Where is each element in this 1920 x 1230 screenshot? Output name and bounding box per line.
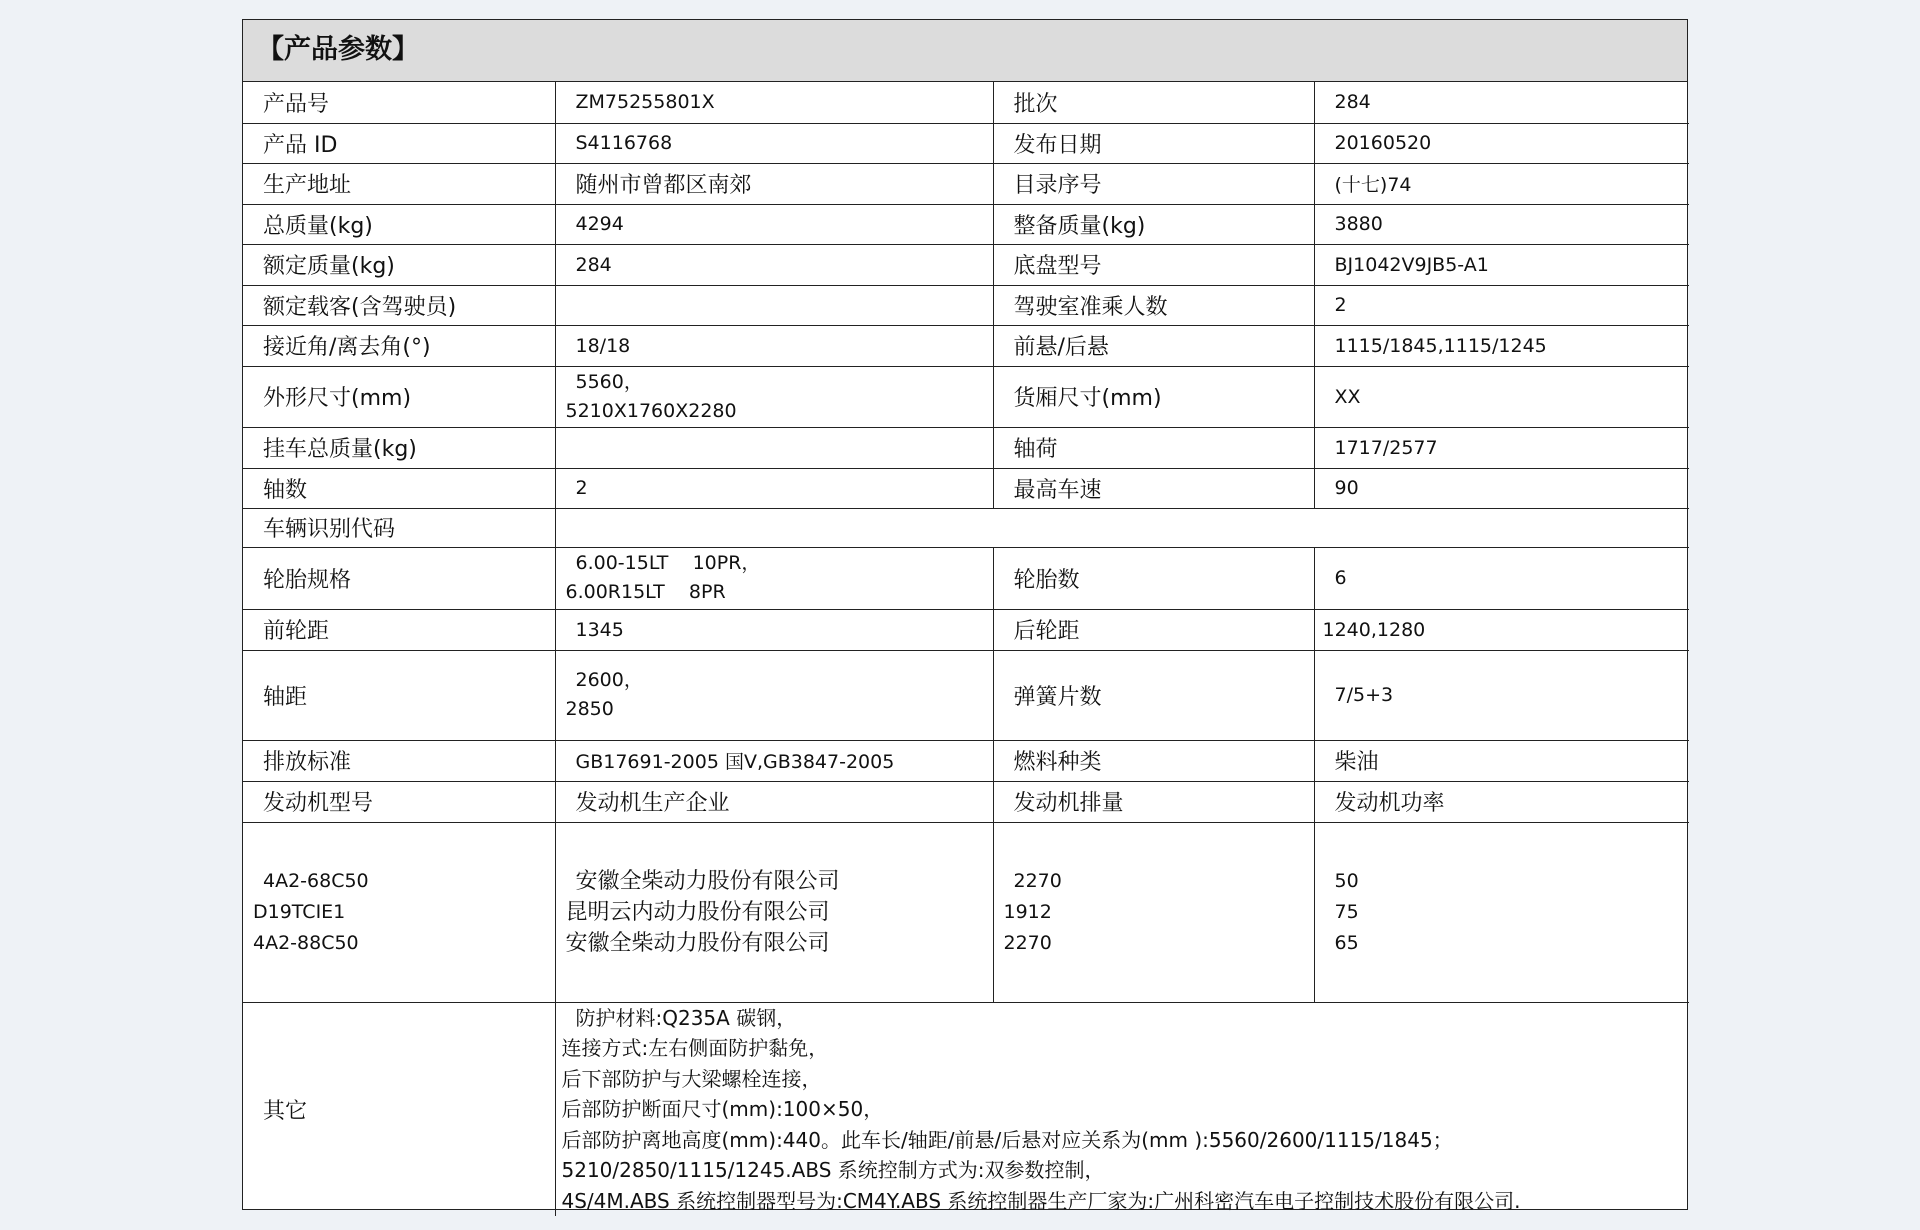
engine-power: 75 bbox=[1334, 900, 1359, 923]
label-catalog-no: 目录序号 bbox=[993, 163, 1314, 204]
value-tire-spec bbox=[555, 547, 993, 609]
label-rear-track: 后轮距 bbox=[993, 609, 1314, 650]
value-product-no: ZM75255801X bbox=[555, 82, 993, 123]
value-chassis-model: BJ1042V9JB5-A1 bbox=[1314, 244, 1689, 285]
label-chassis-model: 底盘型号 bbox=[993, 244, 1314, 285]
label-tire-spec: 轮胎规格 bbox=[243, 547, 555, 609]
label-release-date: 发布日期 bbox=[993, 123, 1314, 163]
table-row bbox=[243, 204, 1689, 244]
value-wheelbase bbox=[555, 650, 993, 740]
table-row bbox=[243, 822, 1689, 1002]
table-row bbox=[243, 366, 1689, 427]
table-row bbox=[243, 244, 1689, 285]
tire-spec-line-1: 6.00-15LT 10PR， bbox=[575, 552, 761, 574]
label-batch: 批次 bbox=[993, 82, 1314, 123]
engine-header-maker: 发动机生产企业 bbox=[555, 781, 993, 822]
value-axle-load: 1717/2577 bbox=[1314, 427, 1689, 468]
value-catalog-no: (十七)74 bbox=[1314, 163, 1689, 204]
value-rated-passengers bbox=[555, 285, 993, 325]
engine-header-model: 发动机型号 bbox=[243, 781, 555, 822]
table-row bbox=[243, 468, 1689, 508]
label-other: 其它 bbox=[243, 1002, 555, 1216]
engine-model: 4A2-68C50 bbox=[263, 869, 369, 892]
wheelbase-line-1: 2600， bbox=[575, 669, 643, 691]
value-other bbox=[555, 1002, 1689, 1216]
other-line: 连接方式:左右侧面防护黏免， bbox=[561, 1036, 829, 1060]
engine-power: 50 bbox=[1334, 869, 1359, 892]
dimensions-line-1: 5560， bbox=[575, 370, 643, 393]
value-rated-mass: 284 bbox=[555, 244, 993, 285]
other-line: 后部防护断面尺寸(mm):100×50， bbox=[561, 1097, 884, 1121]
value-trailer-mass bbox=[555, 427, 993, 468]
label-product-no: 产品号 bbox=[243, 82, 555, 123]
parameters-table bbox=[243, 82, 1689, 1216]
engine-displacement: 2270 bbox=[1013, 869, 1062, 892]
engine-models bbox=[243, 822, 555, 1002]
engine-model: 4A2-88C50 bbox=[253, 931, 359, 954]
engine-makers bbox=[555, 822, 993, 1002]
value-dimensions bbox=[555, 366, 993, 427]
value-overhang: 1115/1845,1115/1245 bbox=[1314, 325, 1689, 366]
label-vin: 车辆识别代码 bbox=[243, 508, 555, 547]
table-row bbox=[243, 123, 1689, 163]
table-row bbox=[243, 163, 1689, 204]
other-line: 后下部防护与大梁螺栓连接， bbox=[561, 1066, 822, 1091]
table-row bbox=[243, 508, 1689, 547]
value-origin: 随州市曾都区南郊 bbox=[555, 163, 993, 204]
value-cab-seats: 2 bbox=[1314, 285, 1689, 325]
table-row bbox=[243, 1002, 1689, 1216]
table-row bbox=[243, 650, 1689, 740]
label-axles: 轴数 bbox=[243, 468, 555, 508]
engine-maker: 安徽全柴动力股份有限公司 bbox=[575, 868, 840, 894]
other-line: 后部防护离地高度(mm):440。此车长/轴距/前悬/后悬对应关系为(mm ):5560/2600/1115/1845； bbox=[561, 1127, 1453, 1152]
value-vin bbox=[555, 508, 1689, 547]
label-origin: 生产地址 bbox=[243, 163, 555, 204]
engine-maker: 安徽全柴动力股份有限公司 bbox=[565, 930, 830, 956]
label-dimensions: 外形尺寸(mm) bbox=[243, 366, 555, 427]
engine-displacements bbox=[993, 822, 1314, 1002]
table-row bbox=[243, 325, 1689, 366]
label-cab-seats: 驾驶室准乘人数 bbox=[993, 285, 1314, 325]
engine-displacement: 1912 bbox=[1003, 900, 1052, 923]
table-row bbox=[243, 547, 1689, 609]
engine-powers bbox=[1314, 822, 1689, 1002]
label-curb-mass: 整备质量(kg) bbox=[993, 204, 1314, 244]
table-row bbox=[243, 285, 1689, 325]
value-batch: 284 bbox=[1314, 82, 1689, 123]
product-parameters-sheet bbox=[242, 19, 1688, 1213]
value-front-track: 1345 bbox=[555, 609, 993, 650]
label-cargo-dims: 货厢尺寸(mm) bbox=[993, 366, 1314, 427]
table-row bbox=[243, 740, 1689, 781]
label-product-id: 产品 ID bbox=[243, 123, 555, 163]
label-leaf-springs: 弹簧片数 bbox=[993, 650, 1314, 740]
value-angles: 18/18 bbox=[555, 325, 993, 366]
engine-power: 65 bbox=[1334, 931, 1359, 954]
engine-header-displacement: 发动机排量 bbox=[993, 781, 1314, 822]
dimensions-line-2: 5210X1760X2280 bbox=[565, 399, 737, 422]
value-fuel: 柴油 bbox=[1314, 740, 1689, 781]
label-rated-mass: 额定质量(kg) bbox=[243, 244, 555, 285]
label-tire-count: 轮胎数 bbox=[993, 547, 1314, 609]
label-max-speed: 最高车速 bbox=[993, 468, 1314, 508]
label-wheelbase: 轴距 bbox=[243, 650, 555, 740]
label-front-track: 前轮距 bbox=[243, 609, 555, 650]
other-line: 5210/2850/1115/1245.ABS 系统控制方式为:双参数控制， bbox=[561, 1158, 1105, 1182]
wheelbase-line-2: 2850 bbox=[565, 698, 614, 720]
label-axle-load: 轴荷 bbox=[993, 427, 1314, 468]
value-max-speed: 90 bbox=[1314, 468, 1689, 508]
value-emission: GB17691-2005 国Ⅴ,GB3847-2005 bbox=[555, 740, 993, 781]
label-total-mass: 总质量(kg) bbox=[243, 204, 555, 244]
other-line: 4S/4M.ABS 系统控制器型号为:CM4Y.ABS 系统控制器生产厂家为:广州科密汽车电子控制技术股份有限公司. bbox=[561, 1188, 1521, 1213]
label-overhang: 前悬/后悬 bbox=[993, 325, 1314, 366]
value-curb-mass: 3880 bbox=[1314, 204, 1689, 244]
engine-model: D19TCIE1 bbox=[253, 900, 346, 923]
engine-maker: 昆明云内动力股份有限公司 bbox=[565, 899, 830, 925]
value-product-id: S4116768 bbox=[555, 123, 993, 163]
value-rear-track: 1240,1280 bbox=[1314, 609, 1689, 650]
label-angles: 接近角/离去角(°) bbox=[243, 325, 555, 366]
table-row bbox=[243, 427, 1689, 468]
table-row bbox=[243, 82, 1689, 123]
table-row bbox=[243, 609, 1689, 650]
engine-header-power: 发动机功率 bbox=[1314, 781, 1689, 822]
section-title: 【产品参数】 bbox=[243, 20, 1687, 82]
label-trailer-mass: 挂车总质量(kg) bbox=[243, 427, 555, 468]
label-rated-passengers: 额定载客(含驾驶员) bbox=[243, 285, 555, 325]
table-row bbox=[243, 781, 1689, 822]
engine-displacement: 2270 bbox=[1003, 931, 1052, 954]
tire-spec-line-2: 6.00R15LT 8PR bbox=[565, 581, 726, 603]
label-emission: 排放标准 bbox=[243, 740, 555, 781]
value-axles: 2 bbox=[555, 468, 993, 508]
value-release-date: 20160520 bbox=[1314, 123, 1689, 163]
value-leaf-springs: 7/5+3 bbox=[1314, 650, 1689, 740]
value-total-mass: 4294 bbox=[555, 204, 993, 244]
other-line: 防护材料:Q235A 碳钢， bbox=[575, 1005, 797, 1030]
value-tire-count: 6 bbox=[1314, 547, 1689, 609]
label-fuel: 燃料种类 bbox=[993, 740, 1314, 781]
value-cargo-dims: XX bbox=[1314, 366, 1689, 427]
